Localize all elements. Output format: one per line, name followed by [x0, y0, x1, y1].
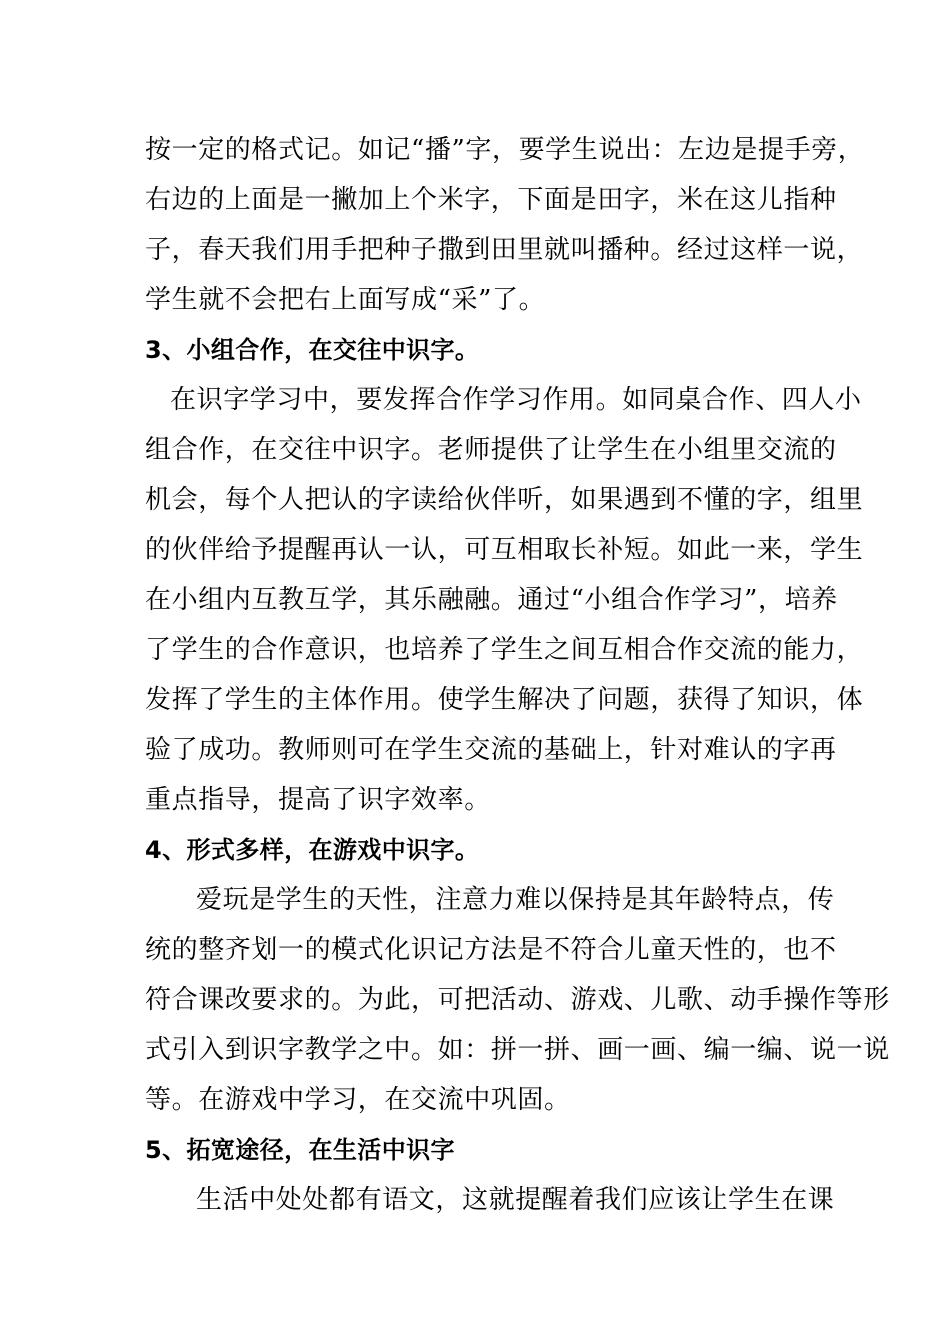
paragraph-line: 式引入到识字教学之中。如：拼一拼、画一画、编一编、说一说: [145, 1035, 890, 1065]
paragraph-line: 统的整齐划一的模式化识记方法是不符合儿童天性的，也不: [145, 935, 837, 965]
paragraph-line: 子，春天我们用手把种子撒到田里就叫播种。经过这样一说，: [145, 235, 864, 265]
section-heading-4: 4、形式多样，在游戏中识字。: [145, 836, 480, 864]
paragraph-line: 在小组内互教互学，其乐融融。通过“小组合作学习”，培养: [145, 585, 838, 615]
paragraph-line: 发挥了学生的主体作用。使学生解决了问题，获得了知识，体: [145, 685, 864, 715]
paragraph-line: 生活中处处都有语文，这就提醒着我们应该让学生在课: [196, 1185, 835, 1215]
section-heading-5: 5、拓宽途径，在生活中识字: [145, 1136, 455, 1164]
paragraph-line: 机会，每个人把认的字读给伙伴听，如果遇到不懂的字，组里: [145, 485, 864, 515]
paragraph-line: 爱玩是学生的天性，注意力难以保持是其年龄特点，传: [196, 885, 835, 915]
paragraph-line: 右边的上面是一撇加上个米字，下面是田字，米在这儿指种: [145, 185, 837, 215]
paragraph-line: 的伙伴给予提醒再认一认，可互相取长补短。如此一来，学生: [145, 535, 864, 565]
section-heading-3: 3、小组合作，在交往中识字。: [145, 336, 480, 364]
paragraph-line: 重点指导，提高了识字效率。: [145, 785, 491, 815]
paragraph-line: 符合课改要求的。为此，可把活动、游戏、儿歌、动手操作等形: [145, 985, 890, 1015]
paragraph-line: 验了成功。教师则可在学生交流的基础上，针对难认的字再: [145, 735, 837, 765]
paragraph-line: 在识字学习中，要发挥合作学习作用。如同桌合作、四人小: [170, 385, 862, 415]
paragraph-line: 等。在游戏中学习，在交流中巩固。: [145, 1085, 571, 1115]
paragraph-line: 按一定的格式记。如记“播”字，要学生说出：左边是提手旁，: [145, 135, 865, 165]
paragraph-line: 了学生的合作意识，也培养了学生之间互相合作交流的能力，: [145, 635, 864, 665]
paragraph-line: 组合作，在交往中识字。老师提供了让学生在小组里交流的: [145, 435, 837, 465]
paragraph-line: 学生就不会把右上面写成“采”了。: [145, 285, 546, 315]
